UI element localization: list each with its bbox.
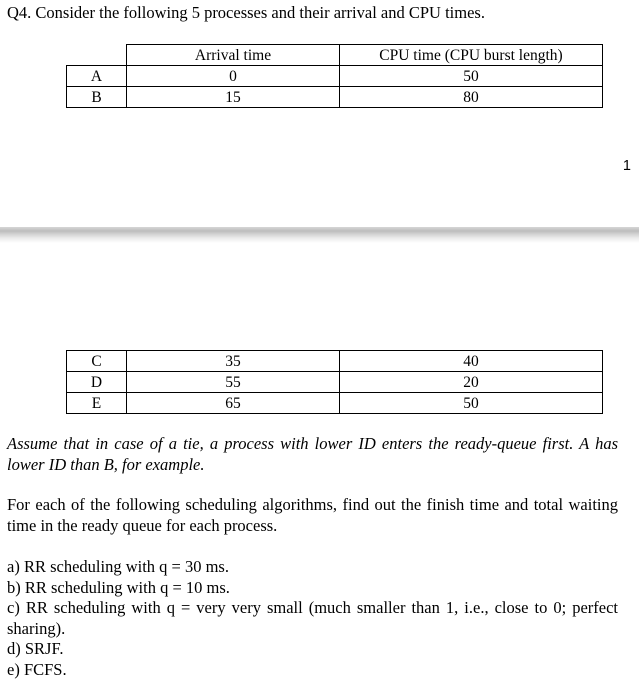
- arrival-time: 55: [127, 372, 340, 393]
- part-item-b: b) RR scheduling with q = 10 ms.: [7, 577, 230, 597]
- process-id: B: [67, 87, 127, 108]
- process-id: D: [67, 372, 127, 393]
- cpu-time: 50: [340, 393, 603, 414]
- instruction-text: For each of the following scheduling algorithms, find out the finish time and total waiting time in the ready queue for each process.: [7, 495, 618, 535]
- header-cpu-time: CPU time (CPU burst length): [340, 45, 603, 66]
- process-table-bottom: [66, 350, 603, 414]
- page-break-divider: [0, 227, 639, 243]
- cpu-time: 50: [340, 66, 603, 87]
- algorithm-parts-list: [7, 557, 618, 680]
- cpu-time: 80: [340, 87, 603, 108]
- process-id: E: [67, 393, 127, 414]
- part-item-c: c) RR scheduling with q = very very small (much smaller than 1, i.e., close to 0; perfect sharing).: [7, 598, 618, 638]
- arrival-time: 0: [127, 66, 340, 87]
- part-item-a: a) RR scheduling with q = 30 ms.: [7, 557, 229, 576]
- question-text: Q4. Consider the following 5 processes and their arrival and CPU times.: [7, 3, 485, 22]
- header-id: [67, 45, 127, 66]
- header-arrival-time: Arrival time: [127, 45, 340, 66]
- arrival-time: 65: [127, 393, 340, 414]
- table-row-e: [67, 393, 603, 414]
- part-item-e: e) FCFS.: [7, 659, 67, 679]
- page-number: 1: [622, 158, 631, 174]
- table-row-d: [67, 372, 603, 393]
- table-header-row: [67, 45, 603, 66]
- tie-assumption-text: Assume that in case of a tie, a process with lower ID enters the ready-queue first. A has lower ID than B, for example.: [7, 434, 618, 474]
- table-row-b: [67, 87, 603, 108]
- arrival-time: 35: [127, 351, 340, 372]
- cpu-time: 20: [340, 372, 603, 393]
- table-row-a: [67, 66, 603, 87]
- cpu-time: 40: [340, 351, 603, 372]
- process-table-top: [66, 44, 603, 108]
- part-item-d: d) SRJF.: [7, 639, 64, 658]
- arrival-time: 15: [127, 87, 340, 108]
- process-id: A: [67, 66, 127, 87]
- process-id: C: [67, 351, 127, 372]
- table-row-c: [67, 351, 603, 372]
